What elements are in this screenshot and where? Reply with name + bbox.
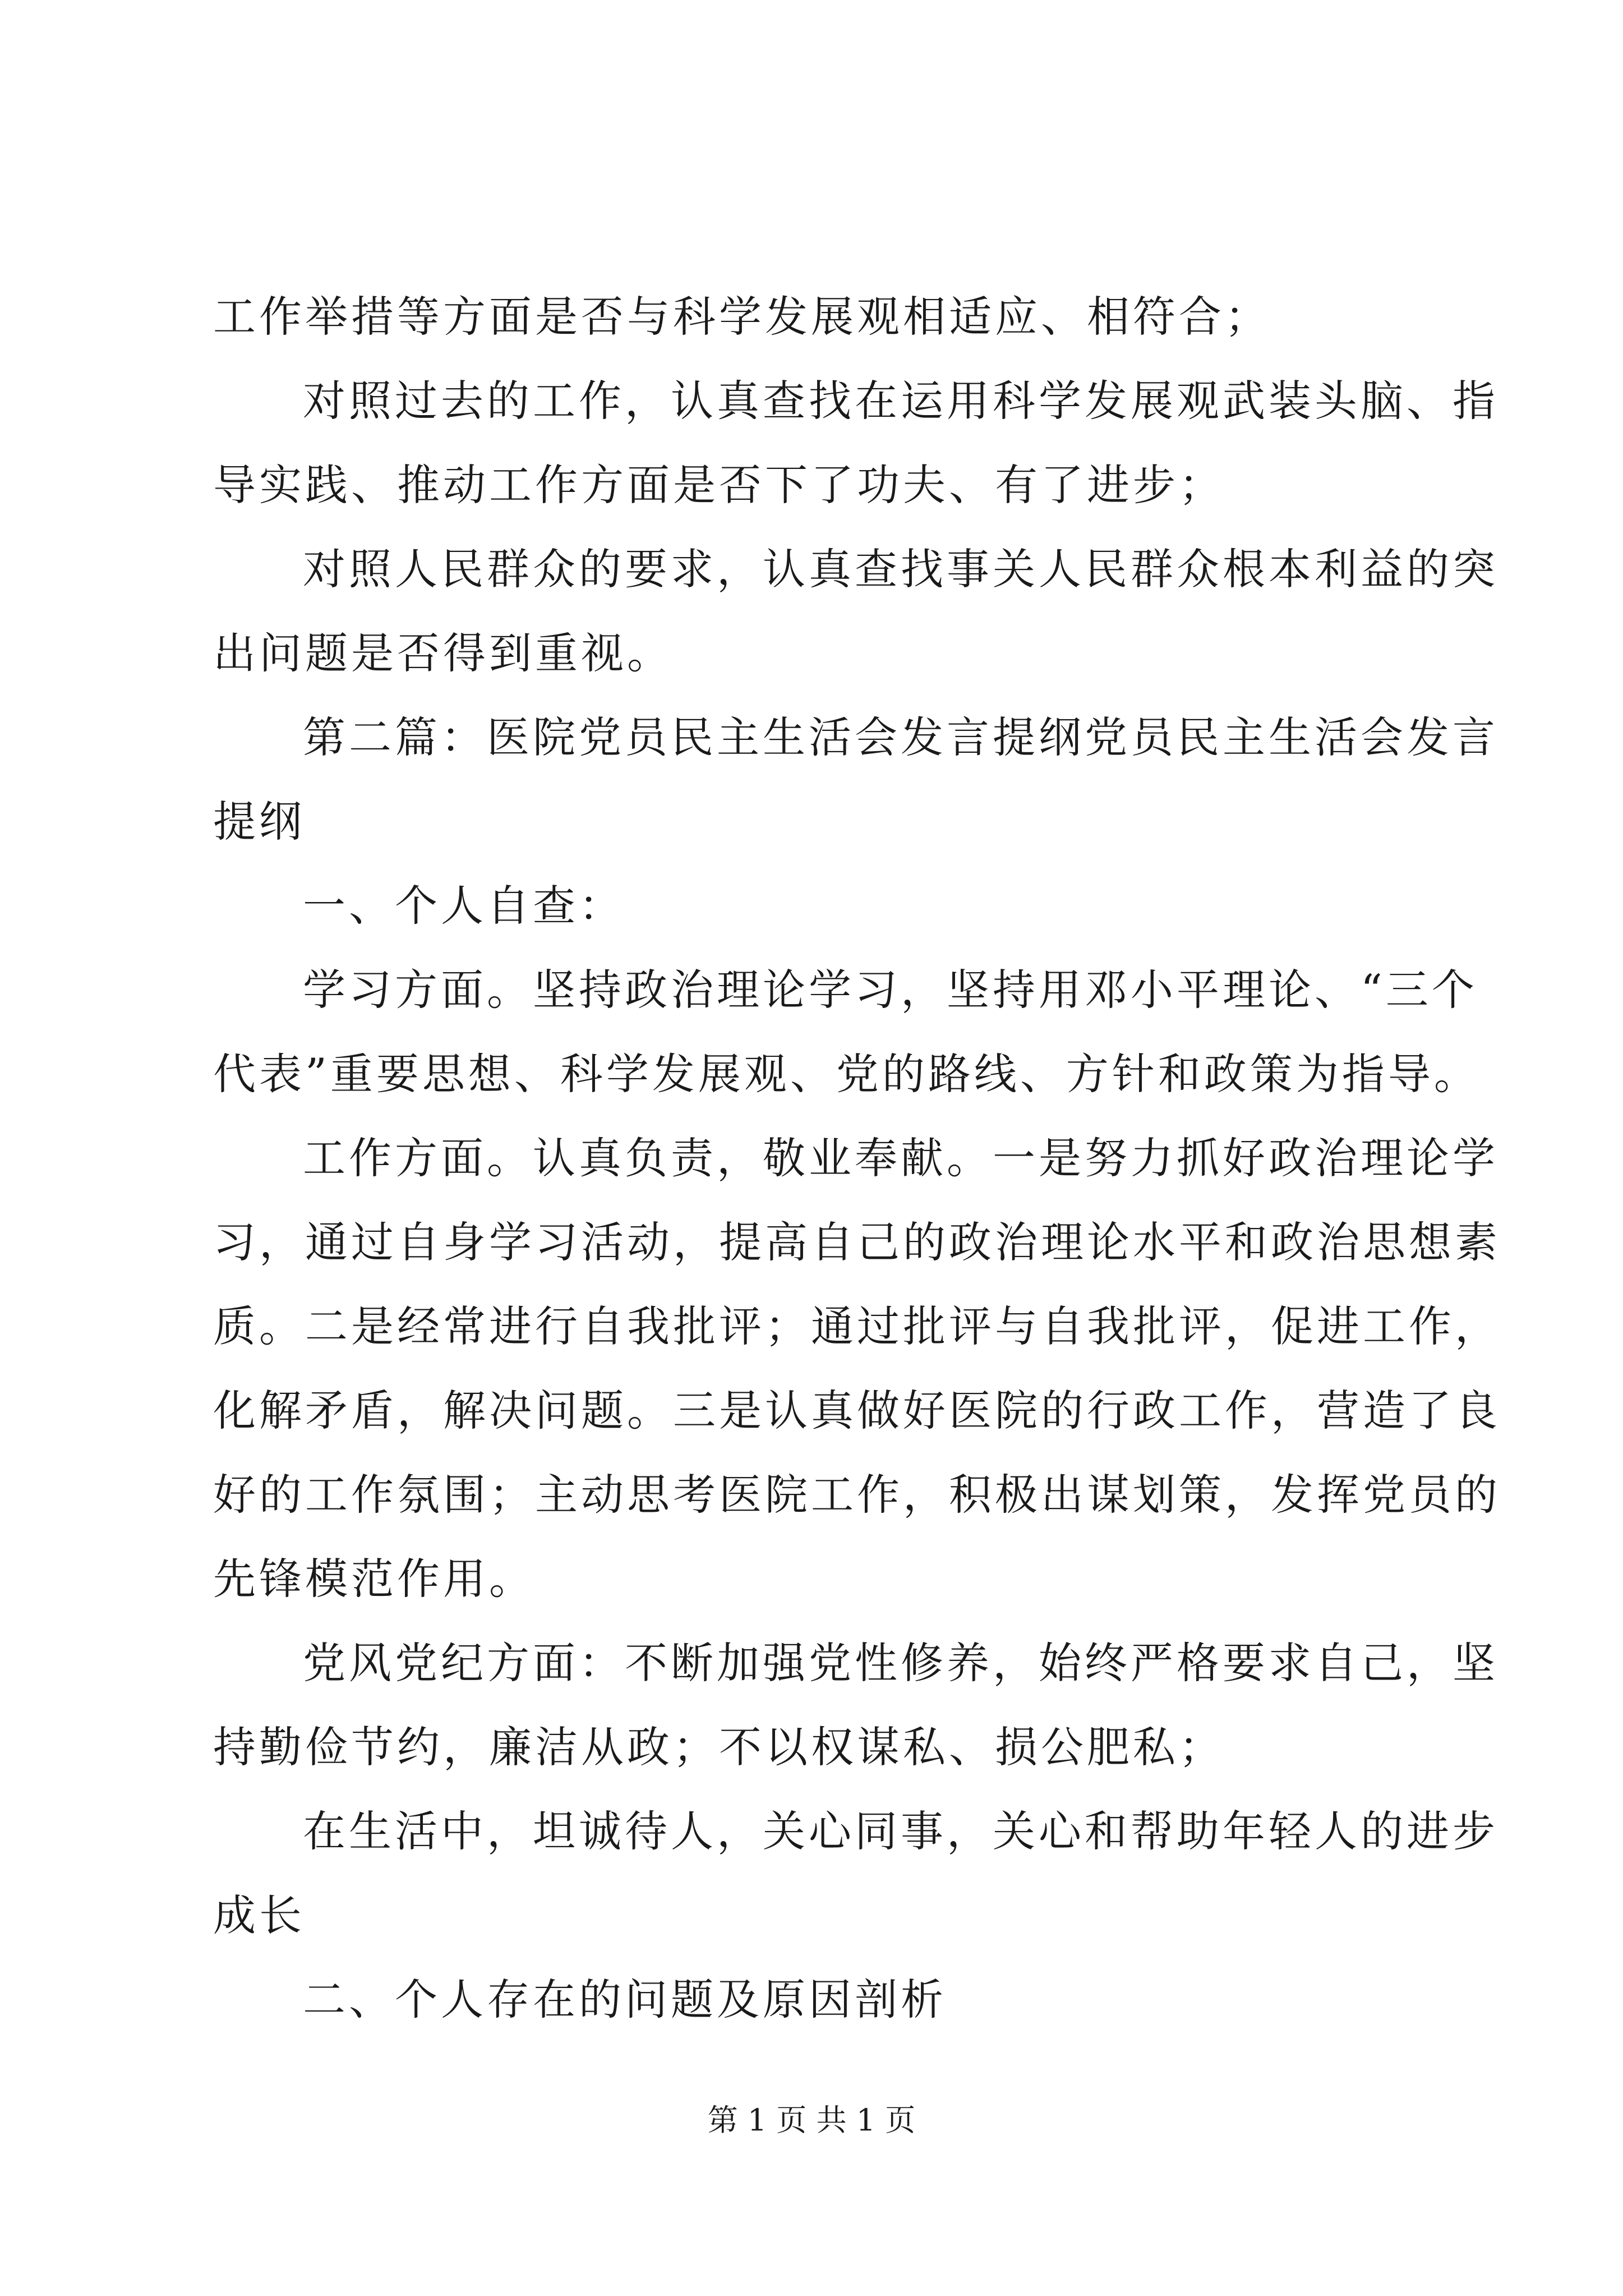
text-line: 先锋模范作用。 xyxy=(213,1554,535,1604)
text-line: 工作举措等方面是否与科学发展观相适应、相符合； xyxy=(213,292,1271,342)
page-footer: 第 1 页 共 1 页 xyxy=(707,2102,916,2138)
text-line: 好的工作氛围；主动思考医院工作，积极出谋划策，发挥党员的 xyxy=(213,1470,1501,1520)
text-line: 代表”重要思想、科学发展观、党的路线、方针和政策为指导。 xyxy=(213,1049,1480,1099)
text-line: 持勤俭节约，廉洁从政；不以权谋私、损公肥私； xyxy=(213,1722,1225,1772)
text-line: 出问题是否得到重视。 xyxy=(213,628,673,678)
text-line: 对照过去的工作，认真查找在运用科学发展观武装头脑、指 xyxy=(303,376,1498,426)
text-line: 化解矛盾，解决问题。三是认真做好医院的行政工作，营造了良 xyxy=(213,1386,1501,1435)
section-heading: 第二篇：医院党员民主生活会发言提纲党员民主生活会发言 xyxy=(303,712,1498,762)
subheading: 一、个人自查： xyxy=(303,881,625,931)
section-heading: 提纲 xyxy=(213,797,305,846)
text-line: 学习方面。坚持政治理论学习，坚持用邓小平理论、“三个 xyxy=(303,965,1478,1015)
subheading: 二、个人存在的问题及原因剖析 xyxy=(303,1975,947,2024)
text-line: 导实践、推动工作方面是否下了功夫、有了进步； xyxy=(213,460,1225,510)
text-line: 在生活中，坦诚待人，关心同事，关心和帮助年轻人的进步 xyxy=(303,1806,1498,1856)
text-line: 习，通过自身学习活动，提高自己的政治理论水平和政治思想素 xyxy=(213,1217,1501,1267)
text-line: 党风党纪方面：不断加强党性修养，始终严格要求自己，坚 xyxy=(303,1638,1498,1688)
text-line: 质。二是经常进行自我批评；通过批评与自我批评，促进工作， xyxy=(213,1301,1501,1351)
text-line: 工作方面。认真负责，敬业奉献。一是努力抓好政治理论学 xyxy=(303,1133,1498,1183)
text-line: 成长 xyxy=(213,1890,305,1940)
text-line: 对照人民群众的要求，认真查找事关人民群众根本利益的突 xyxy=(303,544,1498,594)
